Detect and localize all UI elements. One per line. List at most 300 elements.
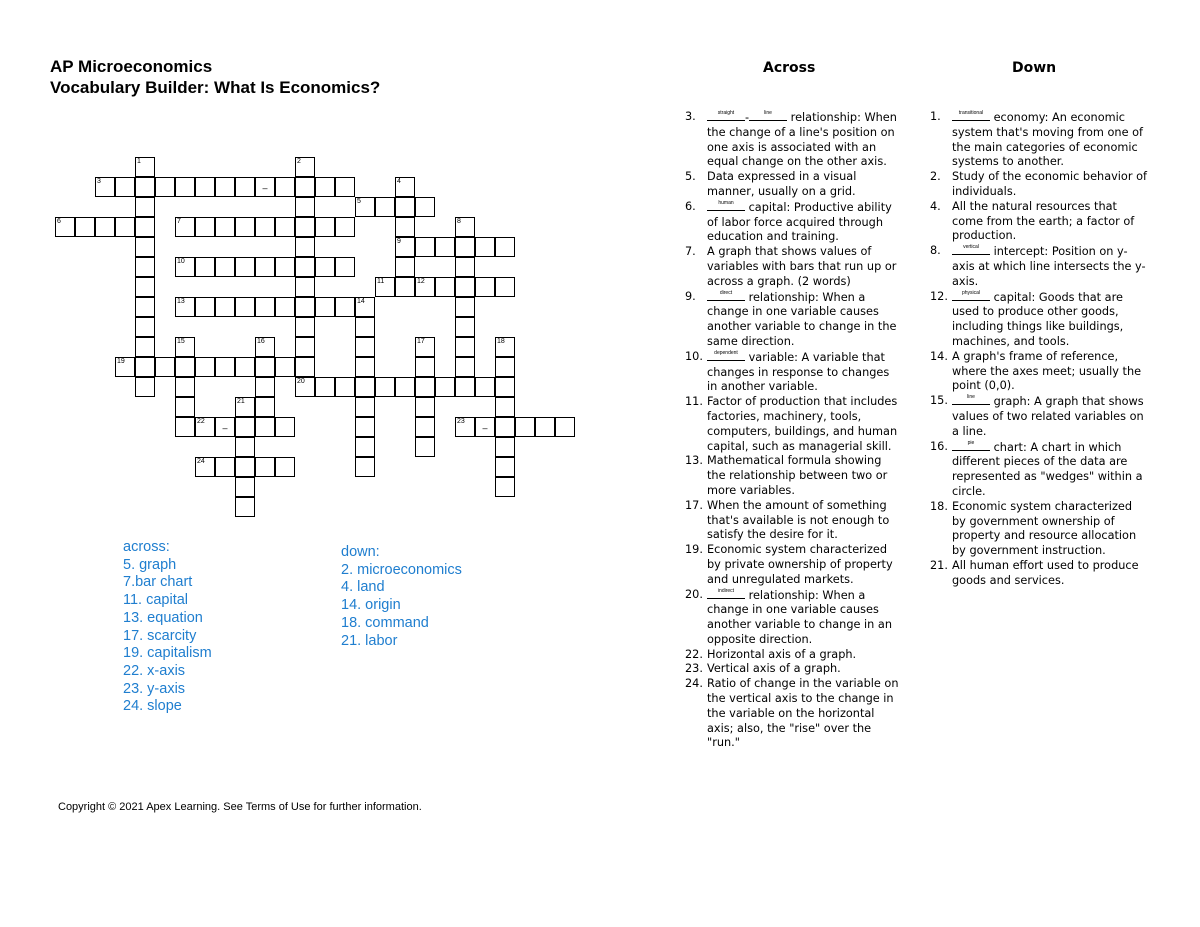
clue-text: Horizontal axis of a graph. xyxy=(707,647,857,661)
answer-item: 7.bar chart xyxy=(123,574,193,591)
fill-in-blank xyxy=(952,290,990,301)
crossword-cell[interactable] xyxy=(235,457,255,477)
crossword-cell[interactable] xyxy=(355,457,375,477)
crossword-cell[interactable] xyxy=(195,297,215,317)
crossword-cell[interactable] xyxy=(475,277,495,297)
fill-in-blank xyxy=(952,394,990,405)
hyphen-mark: – xyxy=(262,183,268,193)
crossword-cell[interactable] xyxy=(475,377,495,397)
clue-text: Factor of production that includes factories, machinery, tools, computers, buildings, and human capital, such as managerial skill. xyxy=(707,395,898,453)
handwritten-across-answers xyxy=(123,539,212,716)
clue-number: 1. xyxy=(930,110,941,123)
crossword-cell[interactable] xyxy=(355,317,375,337)
clue-number: 20 xyxy=(297,378,305,385)
clue-text: pie chart: A chart in which different pieces of the data are represented as "wedges" within a circle. xyxy=(952,439,1143,498)
answer-item: 18. command xyxy=(341,614,429,631)
crossword-cell[interactable] xyxy=(115,217,135,237)
handwritten-down-answers xyxy=(341,544,462,650)
crossword-cell[interactable] xyxy=(415,397,435,417)
crossword-cell[interactable] xyxy=(295,317,315,337)
clue-text: Economic system characterized by private ownership of property and unregulated markets. xyxy=(707,543,893,586)
clue-number: 15. xyxy=(930,394,948,408)
crossword-cell[interactable] xyxy=(95,217,115,237)
clue-text: When the amount of something that's available is not enough to satisfy the desire for it. xyxy=(707,498,890,542)
clue-item xyxy=(930,394,1148,439)
crossword-cell[interactable] xyxy=(315,257,335,277)
clue-number: 8 xyxy=(457,218,461,225)
copyright-notice: Copyright © 2021 Apex Learning. See Terms of Use for further information. xyxy=(58,801,422,813)
crossword-cell[interactable] xyxy=(495,357,515,377)
crossword-cell[interactable] xyxy=(255,377,275,397)
clue-text: Ratio of change in the variable on the vertical axis to the change in the variable on the horizontal axis; also, the "rise" over the "run." xyxy=(707,677,899,750)
clue-text: dependent variable: A variable that changes in response to changes in another variable. xyxy=(707,349,890,394)
crossword-cell[interactable] xyxy=(155,177,175,197)
clue-number: 4 xyxy=(397,178,401,185)
crossword-cell[interactable] xyxy=(295,197,315,217)
crossword-cell[interactable] xyxy=(255,217,275,237)
answers-down-label: down: xyxy=(341,544,380,560)
clue-text: A graph's frame of reference, where the axes meet; usually the point (0,0). xyxy=(952,349,1142,393)
fill-in-blank xyxy=(707,588,745,599)
crossword-cell[interactable] xyxy=(495,437,515,457)
crossword-cell[interactable] xyxy=(155,357,175,377)
crossword-cell[interactable] xyxy=(235,477,255,497)
crossword-cell[interactable] xyxy=(275,217,295,237)
clue-item xyxy=(685,454,899,498)
crossword-cell[interactable] xyxy=(275,457,295,477)
clue-number: 14 xyxy=(357,298,365,305)
title-worksheet: Vocabulary Builder: What Is Economics? xyxy=(50,78,381,97)
crossword-cell[interactable] xyxy=(135,377,155,397)
crossword-cell[interactable] xyxy=(115,177,135,197)
clue-text: human capital: Productive ability of labor force acquired through education and training. xyxy=(707,199,892,244)
clue-item xyxy=(930,200,1148,244)
crossword-cell[interactable] xyxy=(215,217,235,237)
clue-number: 23. xyxy=(685,662,703,676)
crossword-cell[interactable] xyxy=(175,357,195,377)
crossword-cell[interactable] xyxy=(135,177,155,197)
clue-number: 4. xyxy=(930,199,941,213)
fill-in-blank xyxy=(952,110,990,121)
clue-number: 19. xyxy=(685,543,703,557)
crossword-cell[interactable] xyxy=(295,337,315,357)
clue-number: 13. xyxy=(685,454,703,468)
crossword-cell[interactable] xyxy=(395,217,415,237)
clue-item xyxy=(685,290,899,350)
crossword-cell[interactable] xyxy=(455,317,475,337)
crossword-cell[interactable] xyxy=(535,417,555,437)
crossword-cell[interactable] xyxy=(215,457,235,477)
crossword-cell[interactable] xyxy=(475,237,495,257)
crossword-cell[interactable] xyxy=(175,217,195,237)
crossword-cell[interactable] xyxy=(355,337,375,357)
blank-answer: physical xyxy=(961,289,981,296)
clue-item xyxy=(685,350,899,395)
crossword-cell[interactable] xyxy=(435,277,455,297)
crossword-cell[interactable] xyxy=(295,277,315,297)
clue-text: indirect relationship: When a change in one variable causes another variable to change in an opposite direction. xyxy=(707,587,893,646)
down-clue-list xyxy=(930,110,1148,589)
clue-number: 16. xyxy=(930,439,948,453)
clue-item xyxy=(685,110,899,170)
crossword-cell[interactable] xyxy=(395,377,415,397)
answer-item: 14. origin xyxy=(341,597,401,614)
crossword-cell[interactable] xyxy=(135,317,155,337)
crossword-cell[interactable] xyxy=(175,417,195,437)
answers-across-label: across: xyxy=(123,539,170,555)
blank-answer: straight xyxy=(717,110,735,116)
crossword-cell[interactable] xyxy=(395,237,415,257)
clue-number: 14. xyxy=(930,349,948,363)
clue-item xyxy=(685,170,899,200)
fill-in-blank xyxy=(707,200,745,211)
crossword-cell[interactable] xyxy=(135,157,155,177)
crossword-cell[interactable] xyxy=(295,357,315,377)
crossword-cell[interactable] xyxy=(135,297,155,317)
crossword-cell[interactable] xyxy=(375,197,395,217)
blank-answer: direct xyxy=(719,289,733,296)
crossword-cell[interactable] xyxy=(275,177,295,197)
crossword-cell[interactable] xyxy=(495,337,515,357)
crossword-cell[interactable] xyxy=(255,417,275,437)
crossword-cell[interactable] xyxy=(55,217,75,237)
clue-text: direct relationship: When a change in one variable causes another variable to change in the same direction. xyxy=(707,289,897,348)
crossword-cell[interactable] xyxy=(475,417,495,437)
answer-item: 2. microeconomics xyxy=(341,561,462,578)
clue-number: 18. xyxy=(930,499,948,513)
crossword-cell[interactable] xyxy=(195,357,215,377)
crossword-cell[interactable] xyxy=(495,397,515,417)
crossword-cell[interactable] xyxy=(495,377,515,397)
answer-item: 11. capital xyxy=(123,592,189,609)
clue-text: All the natural resources that come from the earth; a factor of production. xyxy=(952,199,1135,243)
across-clue-list xyxy=(685,110,899,751)
clue-number: 6 xyxy=(57,218,61,225)
clue-item xyxy=(930,244,1148,289)
clue-item xyxy=(930,170,1148,200)
clue-item xyxy=(685,499,899,543)
crossword-cell[interactable] xyxy=(195,257,215,277)
clue-item xyxy=(685,588,899,648)
clue-number: 24. xyxy=(685,677,703,691)
crossword-cell[interactable] xyxy=(415,197,435,217)
crossword-cell[interactable] xyxy=(235,497,255,517)
crossword-cell[interactable] xyxy=(355,297,375,317)
crossword-cell[interactable] xyxy=(215,357,235,377)
across-heading: Across xyxy=(763,60,816,76)
clue-item xyxy=(685,395,899,454)
clue-item xyxy=(930,559,1148,589)
clue-number: 3 xyxy=(97,178,101,185)
clue-item xyxy=(685,200,899,245)
crossword-cell[interactable] xyxy=(95,177,115,197)
crossword-cell[interactable] xyxy=(195,217,215,237)
clue-text: Mathematical formula showing the relationship between two or more variables. xyxy=(707,454,888,497)
crossword-cell[interactable] xyxy=(255,177,275,197)
crossword-cell[interactable] xyxy=(355,417,375,437)
blank-answer: human xyxy=(718,199,734,206)
crossword-cell[interactable] xyxy=(415,357,435,377)
crossword-cell[interactable] xyxy=(515,417,535,437)
clue-text: Study of the economic behavior of individuals. xyxy=(952,170,1147,198)
clue-item xyxy=(930,440,1148,500)
crossword-cell[interactable] xyxy=(195,177,215,197)
clue-item xyxy=(930,290,1148,350)
answer-item: 23. y-axis xyxy=(123,680,186,697)
crossword-cell[interactable] xyxy=(455,357,475,377)
crossword-cell[interactable] xyxy=(175,377,195,397)
answer-item: 5. graph xyxy=(123,556,177,573)
clue-number: 6. xyxy=(685,199,696,213)
hyphen-mark: – xyxy=(482,423,488,433)
crossword-cell[interactable] xyxy=(255,357,275,377)
clue-number: 9. xyxy=(685,289,696,303)
crossword-cell[interactable] xyxy=(455,217,475,237)
clue-number: 7. xyxy=(685,245,696,259)
crossword-cell[interactable] xyxy=(315,377,335,397)
crossword-cell[interactable] xyxy=(455,257,475,277)
crossword-cell[interactable] xyxy=(235,397,255,417)
clue-text: A graph that shows values of variables with bars that run up or across a graph. (2 words) xyxy=(707,245,897,288)
answer-item: 13. equation xyxy=(123,609,203,626)
fill-in-blank xyxy=(952,440,990,451)
clue-number: 11. xyxy=(685,395,703,409)
crossword-cell[interactable] xyxy=(335,177,355,197)
crossword-cell[interactable] xyxy=(455,297,475,317)
crossword-cell[interactable] xyxy=(135,357,155,377)
crossword-cell[interactable] xyxy=(255,257,275,277)
clue-number: 20. xyxy=(685,587,703,601)
clue-item xyxy=(685,662,899,677)
crossword-cell[interactable] xyxy=(355,357,375,377)
clue-number: 15 xyxy=(177,338,185,345)
crossword-cell[interactable] xyxy=(175,257,195,277)
fill-in-blank xyxy=(749,110,787,121)
blank-answer: vertical xyxy=(963,244,979,251)
crossword-cell[interactable] xyxy=(275,357,295,377)
answer-item: 4. land xyxy=(341,579,385,596)
crossword-cell[interactable] xyxy=(135,257,155,277)
clue-number: 2. xyxy=(930,170,941,184)
clue-number: 12. xyxy=(930,289,948,303)
clue-number: 21 xyxy=(237,398,245,405)
fill-in-blank xyxy=(707,350,745,361)
crossword-cell[interactable] xyxy=(395,257,415,277)
crossword-cell[interactable] xyxy=(275,297,295,317)
crossword-cell[interactable] xyxy=(135,337,155,357)
crossword-cell[interactable] xyxy=(295,257,315,277)
hyphen-mark: – xyxy=(222,423,228,433)
crossword-cell[interactable] xyxy=(395,177,415,197)
clue-number: 10. xyxy=(685,349,703,363)
crossword-cell[interactable] xyxy=(175,177,195,197)
crossword-cell[interactable] xyxy=(195,457,215,477)
clue-item xyxy=(930,350,1148,394)
clue-number: 22 xyxy=(197,418,205,425)
answer-item: 19. capitalism xyxy=(123,645,212,662)
crossword-cell[interactable] xyxy=(135,277,155,297)
clue-number: 21. xyxy=(930,558,948,572)
clue-number: 8. xyxy=(930,244,941,258)
clue-item xyxy=(685,648,899,663)
crossword-cell[interactable] xyxy=(455,417,475,437)
crossword-cell[interactable] xyxy=(215,257,235,277)
blank-answer: transitional xyxy=(958,110,984,116)
crossword-cell[interactable] xyxy=(175,397,195,417)
crossword-cell[interactable] xyxy=(495,237,515,257)
crossword-cell[interactable] xyxy=(215,297,235,317)
crossword-cell[interactable] xyxy=(215,417,235,437)
crossword-cell[interactable] xyxy=(135,217,155,237)
clue-number: 13 xyxy=(177,298,185,305)
clue-number: 1 xyxy=(137,158,141,165)
crossword-cell[interactable] xyxy=(175,297,195,317)
crossword-cell[interactable] xyxy=(235,417,255,437)
fill-in-blank xyxy=(952,244,990,255)
crossword-cell[interactable] xyxy=(295,177,315,197)
crossword-cell[interactable] xyxy=(495,277,515,297)
blank-answer: indirect xyxy=(717,587,735,594)
crossword-cell[interactable] xyxy=(415,277,435,297)
crossword-cell[interactable] xyxy=(295,297,315,317)
clue-text: line graph: A graph that shows values of two related variables on a line. xyxy=(952,394,1144,438)
clue-number: 10 xyxy=(177,258,185,265)
blank-answer: line xyxy=(967,394,975,401)
crossword-cell[interactable] xyxy=(335,297,355,317)
clue-number: 9 xyxy=(397,238,401,245)
clue-number: 17. xyxy=(685,498,703,512)
crossword-cell[interactable] xyxy=(275,257,295,277)
clue-item xyxy=(930,110,1148,170)
crossword-cell[interactable] xyxy=(115,357,135,377)
crossword-cell[interactable] xyxy=(335,257,355,277)
crossword-cell[interactable] xyxy=(75,217,95,237)
crossword-cell[interactable] xyxy=(315,297,335,317)
clue-number: 7 xyxy=(177,218,181,225)
clue-text: physical capital: Goods that are used to produce other goods, including things like buildings, machines, and tools. xyxy=(952,289,1124,348)
crossword-cell[interactable] xyxy=(555,417,575,437)
crossword-cell[interactable] xyxy=(395,277,415,297)
crossword-cell[interactable] xyxy=(215,177,235,197)
crossword-cell[interactable] xyxy=(395,197,415,217)
crossword-cell[interactable] xyxy=(495,477,515,497)
crossword-cell[interactable] xyxy=(135,197,155,217)
crossword-cell[interactable] xyxy=(235,437,255,457)
clue-text: Vertical axis of a graph. xyxy=(707,662,841,676)
clue-text: straight - line relationship: When the change of a line's position on one axis is associated with an equal change on the other axis. xyxy=(707,110,897,169)
blank-answer: pie xyxy=(967,439,975,446)
title-course: AP Microeconomics xyxy=(50,57,213,76)
answer-item: 24. slope xyxy=(123,698,182,715)
crossword-cell[interactable] xyxy=(195,417,215,437)
crossword-cell[interactable] xyxy=(335,377,355,397)
crossword-cell[interactable] xyxy=(495,457,515,477)
blank-answer: dependent xyxy=(714,349,738,356)
clue-number: 16 xyxy=(257,338,265,345)
crossword-cell[interactable] xyxy=(355,197,375,217)
crossword-cell[interactable] xyxy=(455,277,475,297)
answer-item: 17. scarcity xyxy=(123,627,197,644)
clue-number: 17 xyxy=(417,338,425,345)
crossword-cell[interactable] xyxy=(255,397,275,417)
crossword-cell[interactable] xyxy=(235,177,255,197)
crossword-cell[interactable] xyxy=(415,237,435,257)
answer-item: 21. labor xyxy=(341,632,398,649)
crossword-cell[interactable] xyxy=(355,437,375,457)
crossword-cell[interactable] xyxy=(235,297,255,317)
clue-text: Economic system characterized by government ownership of property and resource allocation by government instruction. xyxy=(952,499,1137,558)
crossword-cell[interactable] xyxy=(135,237,155,257)
clue-item xyxy=(685,677,899,751)
crossword-cell[interactable] xyxy=(355,377,375,397)
clue-text: All human effort used to produce goods and services. xyxy=(952,558,1139,587)
clue-text: Data expressed in a visual manner, usually on a grid. xyxy=(707,170,857,198)
clue-number: 19 xyxy=(117,358,125,365)
clue-number: 24 xyxy=(197,458,205,465)
crossword-cell[interactable] xyxy=(375,377,395,397)
crossword-cell[interactable] xyxy=(415,417,435,437)
crossword-cell[interactable] xyxy=(255,457,275,477)
crossword-cell[interactable] xyxy=(295,157,315,177)
answer-item: 22. x-axis xyxy=(123,662,186,679)
fill-in-blank xyxy=(707,290,745,301)
crossword-cell[interactable] xyxy=(255,337,275,357)
down-heading: Down xyxy=(1012,60,1057,76)
crossword-cell[interactable] xyxy=(235,357,255,377)
crossword-cell[interactable] xyxy=(175,337,195,357)
clue-number: 5 xyxy=(357,198,361,205)
crossword-cell[interactable] xyxy=(435,237,455,257)
crossword-cell[interactable] xyxy=(435,377,455,397)
crossword-cell[interactable] xyxy=(315,217,335,237)
crossword-cell[interactable] xyxy=(235,217,255,237)
crossword-cell[interactable] xyxy=(415,437,435,457)
blank-answer: line xyxy=(764,110,772,116)
crossword-cell[interactable] xyxy=(255,297,275,317)
clue-number: 5. xyxy=(685,170,696,184)
clue-number: 2 xyxy=(297,158,301,165)
crossword-cell[interactable] xyxy=(275,417,295,437)
clue-item xyxy=(685,543,899,587)
crossword-cell[interactable] xyxy=(495,417,515,437)
clue-number: 23 xyxy=(457,418,465,425)
clue-item xyxy=(685,245,899,289)
clue-item xyxy=(930,500,1148,559)
clue-text: vertical intercept: Position on y-axis at which line intersects the y-axis. xyxy=(952,244,1146,288)
clue-number: 12 xyxy=(417,278,425,285)
crossword-cell[interactable] xyxy=(455,377,475,397)
crossword-cell[interactable] xyxy=(295,377,315,397)
crossword-cell[interactable] xyxy=(295,217,315,237)
crossword-cell[interactable] xyxy=(375,277,395,297)
crossword-cell[interactable] xyxy=(415,377,435,397)
fill-in-blank xyxy=(707,110,745,121)
clue-number: 11 xyxy=(377,278,385,285)
crossword-cell[interactable] xyxy=(235,257,255,277)
crossword-cell[interactable] xyxy=(295,237,315,257)
clue-number: 3. xyxy=(685,110,696,123)
clue-number: 18 xyxy=(497,338,505,345)
crossword-cell[interactable] xyxy=(455,337,475,357)
clue-text: transitional economy: An economic system that's moving from one of the main categories of economic systems to another. xyxy=(952,110,1143,169)
clue-number: 22. xyxy=(685,647,703,661)
crossword-cell[interactable] xyxy=(355,397,375,417)
crossword-cell[interactable] xyxy=(455,237,475,257)
crossword-grid xyxy=(0,0,600,520)
crossword-cell[interactable] xyxy=(415,337,435,357)
crossword-cell[interactable] xyxy=(315,177,335,197)
crossword-cell[interactable] xyxy=(335,217,355,237)
